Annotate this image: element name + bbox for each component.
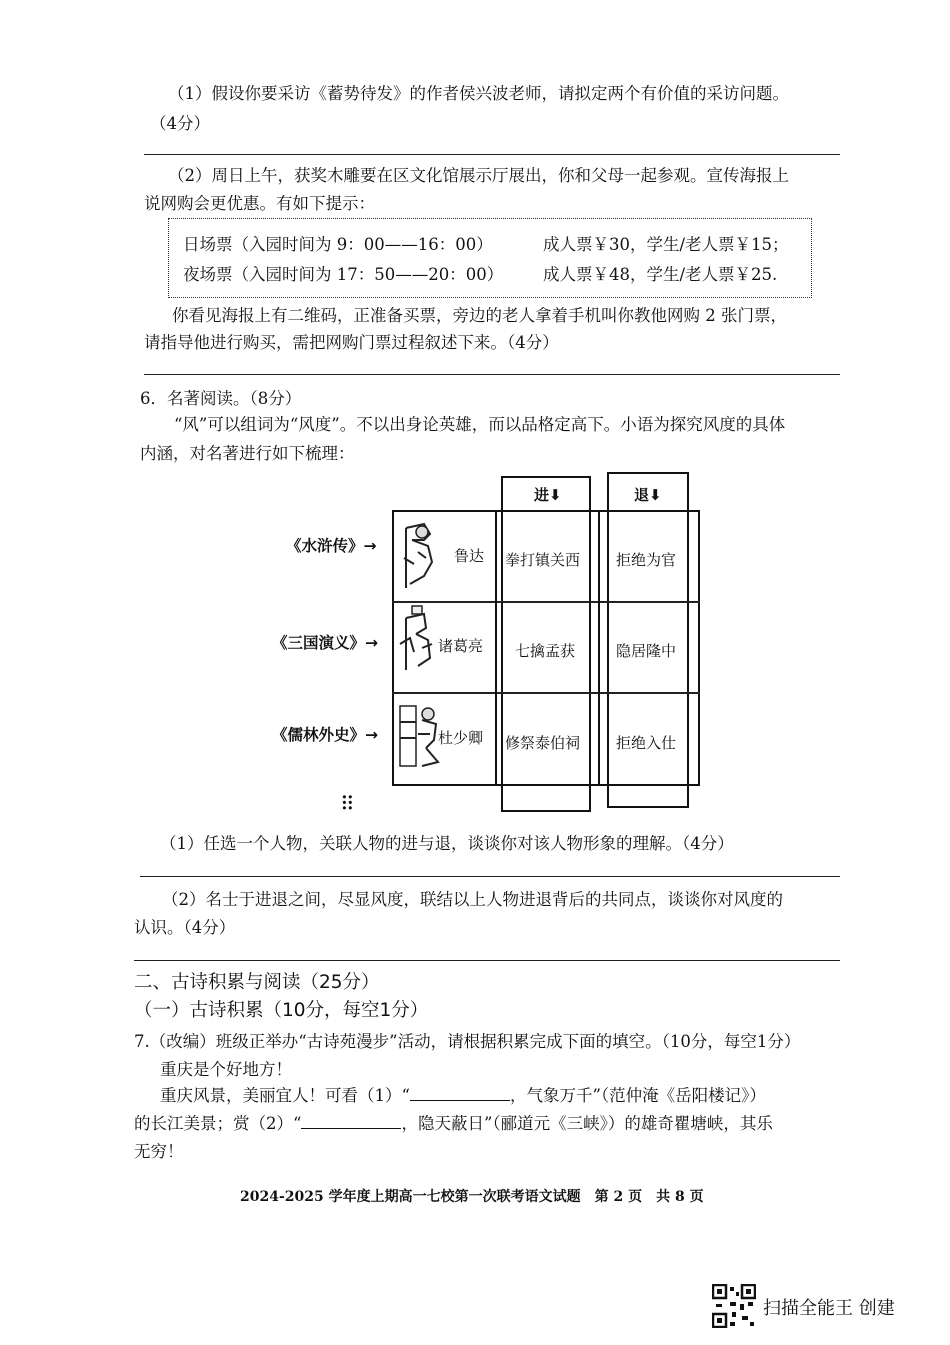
zhugeliang-figure <box>396 604 438 674</box>
q7-line2: 重庆是个好地方！ <box>160 1060 292 1079</box>
book-shuihu: 《水浒传》→ <box>286 537 377 555</box>
jin-zhugeliang: 七擒孟获 <box>515 642 576 660</box>
q6-intro-line1: “风”可以组词为“风度”。不以出身论英雄，而以品格定高下。小语为探究风度的具体 <box>174 415 786 434</box>
answer-rule-1 <box>144 154 840 155</box>
q5-2-line2: 说网购会更优惠。有如下提示： <box>144 194 375 213</box>
jin-luda: 拳打镇关西 <box>505 551 581 569</box>
day-ticket: 日场票（入园时间为 9：00——16：00） <box>183 235 493 254</box>
q7-line3-b: ，气象万千”（范仲淹《岳阳楼记》） <box>509 1086 766 1105</box>
night-ticket: 夜场票（入园时间为 17：50——20：00） <box>183 265 504 284</box>
q5-2-line4: 请指导他进行购买，需把网购门票过程叙述下来。（4分） <box>144 333 559 352</box>
q7-line1: 7.（改编）班级正举办“古诗苑漫步”活动，请根据积累完成下面的填空。（10分，每空1分） <box>134 1032 801 1051</box>
day-ticket-price: 成人票￥30，学生/老人票￥15； <box>543 235 789 254</box>
q7-line4-a: 的长江美景；赏（2）“ <box>134 1114 302 1133</box>
answer-rule-2 <box>144 374 840 375</box>
answer-rule-4 <box>134 960 840 961</box>
grid-row-line-2 <box>392 692 700 694</box>
person-luda: 鲁达 <box>454 547 485 565</box>
q7-line4 <box>134 1110 773 1134</box>
tui-dushaoqing: 拒绝入仕 <box>616 734 677 752</box>
page-footer: 2024-2025 学年度上期高一七校第一次联考语文试题 第 2 页 共 8 页 <box>240 1189 704 1205</box>
q6-sub1: （1）任选一个人物，关联人物的进与退，谈谈你对该人物形象的理解。（4分） <box>160 834 734 853</box>
grid-col-line-2 <box>598 510 600 786</box>
book-sanguo: 《三国演义》→ <box>272 634 378 652</box>
q6-title: 6．名著阅读。（8分） <box>140 389 302 408</box>
section2-title: 二、古诗积累与阅读（25分） <box>134 972 380 993</box>
ticket-info-box <box>168 218 812 298</box>
q5-2-line3: 你看见海报上有二维码，正准备买票，旁边的老人拿着手机叫你教他网购 2 张门票， <box>172 306 787 325</box>
q7-line3-a: 重庆风景，美丽宜人！可看（1）“ <box>160 1086 410 1105</box>
q7-line3 <box>160 1082 766 1106</box>
q6-sub2-line2: 认识。（4分） <box>134 918 236 937</box>
grid-row-line-1 <box>392 601 700 603</box>
ellipsis-mark: ⠿ <box>340 792 355 816</box>
person-dushaoqing: 杜少卿 <box>438 729 484 747</box>
book-rulin: 《儒林外史》→ <box>272 726 378 744</box>
header-jin: 进⬇ <box>534 486 562 504</box>
watermark-text: 扫描全能王 创建 <box>763 1298 895 1319</box>
q7-line4-b: ，隐天蔽日”（郦道元《三峡》）的雄奇瞿塘峡，其乐 <box>401 1114 773 1133</box>
q5-1-line1: （1）假设你要采访《蓄势待发》的作者侯兴波老师，请拟定两个有价值的采访问题。 <box>168 84 789 103</box>
section2-subtitle: （一）古诗积累（10分，每空1分） <box>134 1000 429 1021</box>
tui-luda: 拒绝为官 <box>616 551 677 569</box>
night-ticket-price: 成人票￥48，学生/老人票￥25. <box>543 265 778 284</box>
header-tui: 退⬇ <box>634 486 662 504</box>
blank-2[interactable] <box>301 1114 401 1129</box>
q5-1-line2: （4分） <box>150 114 210 133</box>
q6-sub2-line1: （2）名士于进退之间，尽显风度，联结以上人物进退背后的共同点，谈谈你对风度的 <box>162 890 783 909</box>
person-zhugeliang: 诸葛亮 <box>438 637 484 655</box>
luda-figure <box>398 518 438 594</box>
answer-rule-3 <box>140 876 840 877</box>
qr-code-icon <box>712 1284 756 1328</box>
dushaoqing-figure <box>396 700 442 774</box>
grid-col-line-1 <box>495 510 497 786</box>
tui-zhugeliang: 隐居隆中 <box>616 642 677 660</box>
q5-2-line1: （2）周日上午，获奖木雕要在区文化馆展示厅展出，你和父母一起参观。宣传海报上 <box>168 166 789 185</box>
q7-line5: 无穷！ <box>134 1142 184 1161</box>
blank-1[interactable] <box>410 1086 510 1101</box>
jin-dushaoqing: 修祭泰伯祠 <box>505 734 581 752</box>
q6-intro-line2: 内涵，对名著进行如下梳理： <box>140 444 355 463</box>
